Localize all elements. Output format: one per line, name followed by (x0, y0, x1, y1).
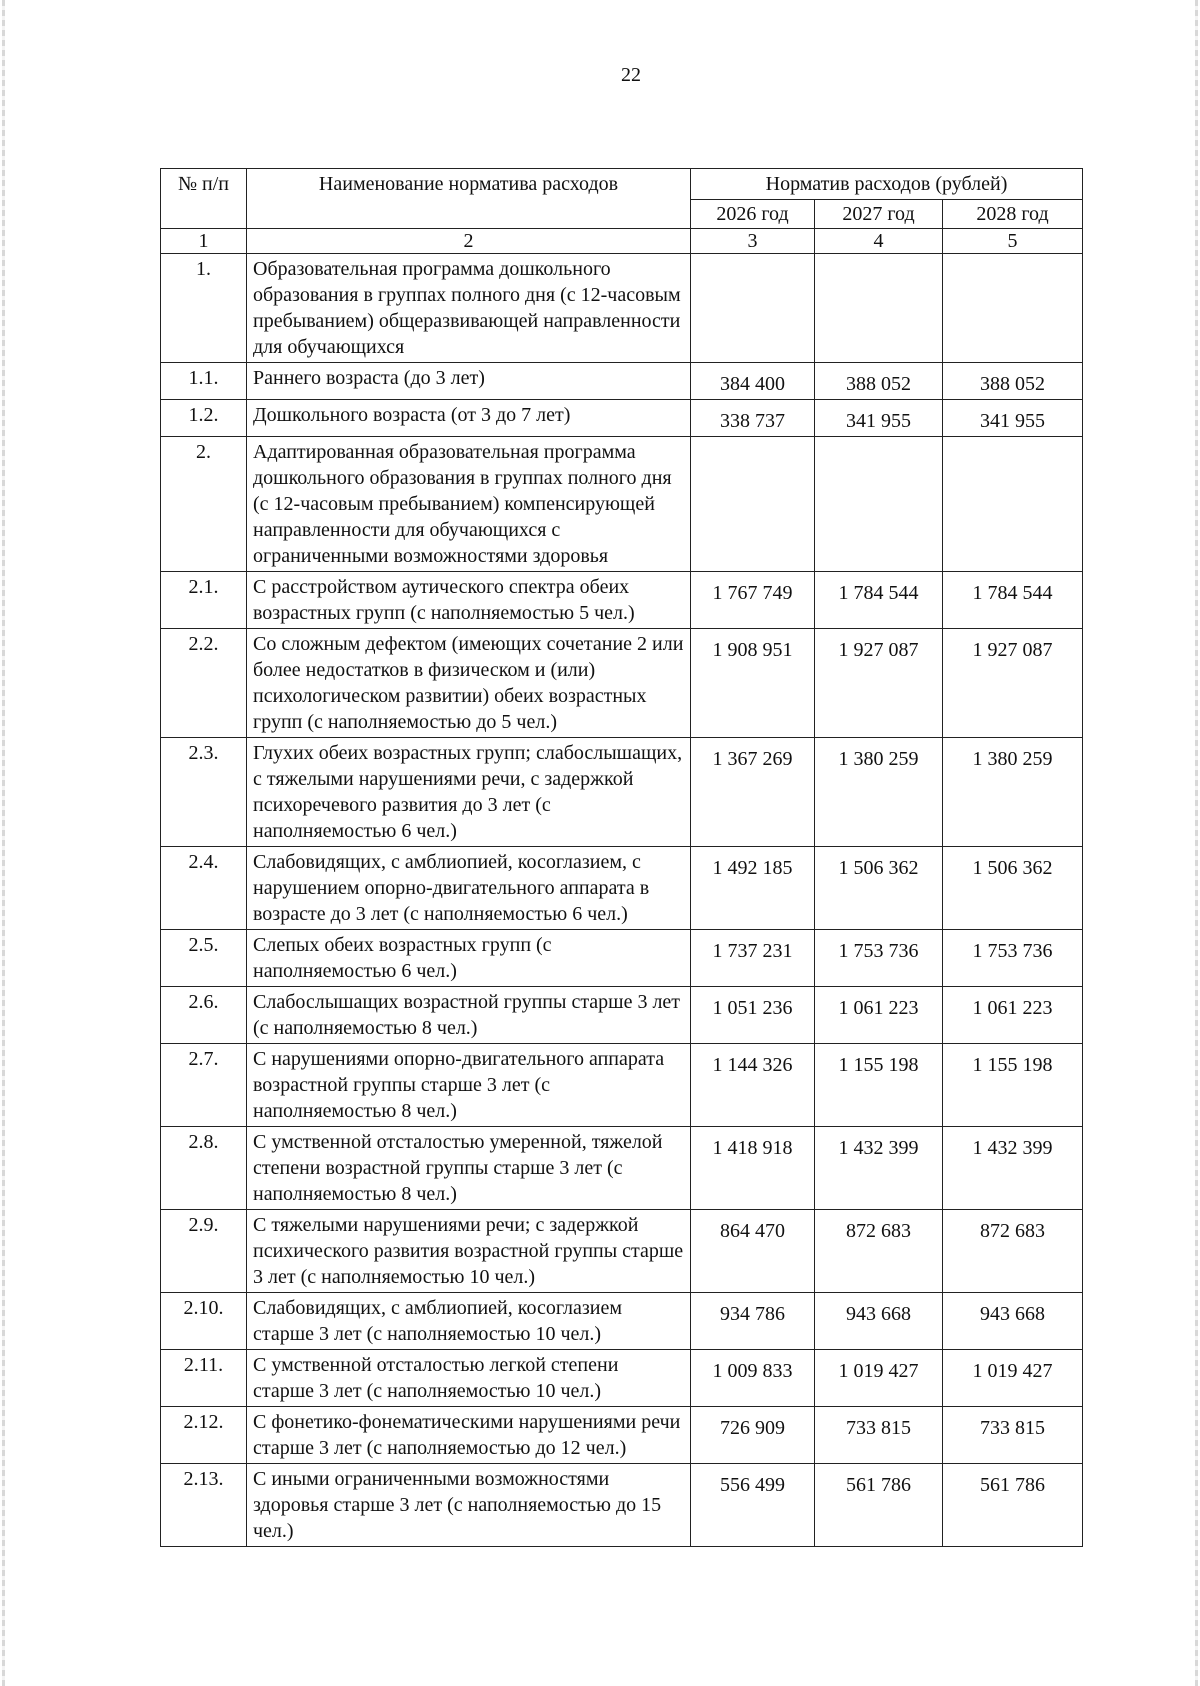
column-index-row (161, 229, 1083, 254)
row-number: 2.9. (161, 1210, 247, 1293)
row-number: 1.1. (161, 363, 247, 400)
row-value-2027: 341 955 (815, 400, 943, 437)
header-year-2026: 2026 год (691, 200, 815, 229)
row-number: 2.2. (161, 629, 247, 738)
row-value-2026: 1 009 833 (691, 1350, 815, 1407)
row-value-2028: 388 052 (943, 363, 1083, 400)
table-row (161, 847, 1083, 930)
row-name: Глухих обеих возрастных групп; слабослышащих, с тяжелыми нарушениями речи, с задержкой психоречевого развития до 3 лет (с наполняемостью 6 чел.) (247, 738, 691, 847)
row-name: Адаптированная образовательная программа дошкольного образования в группах полного дня (с 12-часовым пребыванием) компенсирующей направленности для обучающихся с ограниченными возможностями здоровья (247, 437, 691, 572)
row-value-2028 (943, 437, 1083, 572)
row-value-2028: 872 683 (943, 1210, 1083, 1293)
header-year-2027: 2027 год (815, 200, 943, 229)
row-number: 2.10. (161, 1293, 247, 1350)
row-value-2026: 1 492 185 (691, 847, 815, 930)
row-number: 2. (161, 437, 247, 572)
row-value-2026: 934 786 (691, 1293, 815, 1350)
table-row (161, 1044, 1083, 1127)
header-group: Норматив расходов (рублей) (691, 169, 1083, 200)
row-value-2027: 388 052 (815, 363, 943, 400)
table-row (161, 1210, 1083, 1293)
row-value-2026: 1 767 749 (691, 572, 815, 629)
row-value-2028: 1 927 087 (943, 629, 1083, 738)
row-name: С иными ограниченными возможностями здоровья старше 3 лет (с наполняемостью до 15 чел.) (247, 1464, 691, 1547)
column-index-3: 3 (691, 229, 815, 254)
table-row (161, 1350, 1083, 1407)
table-row (161, 930, 1083, 987)
column-index-5: 5 (943, 229, 1083, 254)
table-row (161, 1407, 1083, 1464)
row-name: Со сложным дефектом (имеющих сочетание 2 или более недостатков в физическом и (или) психологическом развитии) обеих возрастных групп (с наполняемостью до 5 чел.) (247, 629, 691, 738)
row-value-2027: 1 506 362 (815, 847, 943, 930)
row-number: 2.6. (161, 987, 247, 1044)
row-value-2027: 872 683 (815, 1210, 943, 1293)
header-num: № п/п (161, 169, 247, 229)
row-number: 2.12. (161, 1407, 247, 1464)
row-value-2027: 1 019 427 (815, 1350, 943, 1407)
row-value-2028: 733 815 (943, 1407, 1083, 1464)
row-value-2028: 341 955 (943, 400, 1083, 437)
row-name: С фонетико-фонематическими нарушениями речи старше 3 лет (с наполняемостью до 12 чел.) (247, 1407, 691, 1464)
table-row (161, 400, 1083, 437)
row-value-2028: 1 506 362 (943, 847, 1083, 930)
row-number: 1. (161, 254, 247, 363)
row-name: С умственной отсталостью умеренной, тяжелой степени возрастной группы старше 3 лет (с наполняемостью 8 чел.) (247, 1127, 691, 1210)
row-value-2026 (691, 254, 815, 363)
row-value-2026: 1 908 951 (691, 629, 815, 738)
row-value-2027: 1 753 736 (815, 930, 943, 987)
row-value-2028: 1 155 198 (943, 1044, 1083, 1127)
row-value-2028: 1 784 544 (943, 572, 1083, 629)
table-row (161, 363, 1083, 400)
row-value-2027: 1 784 544 (815, 572, 943, 629)
row-value-2027: 1 155 198 (815, 1044, 943, 1127)
row-value-2026: 1 144 326 (691, 1044, 815, 1127)
row-number: 2.3. (161, 738, 247, 847)
table-row (161, 738, 1083, 847)
row-name: Образовательная программа дошкольного образования в группах полного дня (с 12-часовым пребыванием) общеразвивающей направленности для обучающихся (247, 254, 691, 363)
row-value-2026: 864 470 (691, 1210, 815, 1293)
row-value-2028 (943, 254, 1083, 363)
row-value-2026: 384 400 (691, 363, 815, 400)
column-index-4: 4 (815, 229, 943, 254)
row-name: Раннего возраста (до 3 лет) (247, 363, 691, 400)
norms-table (160, 168, 1083, 1547)
row-number: 1.2. (161, 400, 247, 437)
row-value-2028: 561 786 (943, 1464, 1083, 1547)
row-value-2026: 556 499 (691, 1464, 815, 1547)
row-value-2026: 1 051 236 (691, 987, 815, 1044)
row-value-2027: 1 380 259 (815, 738, 943, 847)
header-row (161, 169, 1083, 200)
scan-edge-right (1195, 0, 1198, 1686)
table-row (161, 254, 1083, 363)
row-value-2026: 1 737 231 (691, 930, 815, 987)
row-name: С нарушениями опорно-двигательного аппарата возрастной группы старше 3 лет (с наполняемостью 8 чел.) (247, 1044, 691, 1127)
row-number: 2.8. (161, 1127, 247, 1210)
row-value-2027 (815, 254, 943, 363)
row-name: Дошкольного возраста (от 3 до 7 лет) (247, 400, 691, 437)
column-index-2: 2 (247, 229, 691, 254)
table-row (161, 987, 1083, 1044)
row-number: 2.1. (161, 572, 247, 629)
table-row (161, 1127, 1083, 1210)
row-value-2028: 1 019 427 (943, 1350, 1083, 1407)
column-index-1: 1 (161, 229, 247, 254)
table-row (161, 437, 1083, 572)
table-body (161, 254, 1083, 1547)
row-value-2027: 1 432 399 (815, 1127, 943, 1210)
row-value-2026: 726 909 (691, 1407, 815, 1464)
row-name: С расстройством аутического спектра обеих возрастных групп (с наполняемостью 5 чел.) (247, 572, 691, 629)
page-number: 22 (621, 64, 641, 86)
row-value-2026: 338 737 (691, 400, 815, 437)
row-value-2026: 1 367 269 (691, 738, 815, 847)
table-row (161, 1464, 1083, 1547)
scan-edge-left (2, 0, 5, 1686)
row-value-2028: 1 380 259 (943, 738, 1083, 847)
row-name: С умственной отсталостью легкой степени старше 3 лет (с наполняемостью 10 чел.) (247, 1350, 691, 1407)
row-name: Слабослышащих возрастной группы старше 3 лет (с наполняемостью 8 чел.) (247, 987, 691, 1044)
row-value-2027: 1 927 087 (815, 629, 943, 738)
row-value-2028: 1 432 399 (943, 1127, 1083, 1210)
row-value-2027: 561 786 (815, 1464, 943, 1547)
row-value-2027: 733 815 (815, 1407, 943, 1464)
row-number: 2.4. (161, 847, 247, 930)
row-value-2028: 1 753 736 (943, 930, 1083, 987)
table-row (161, 1293, 1083, 1350)
row-value-2028: 943 668 (943, 1293, 1083, 1350)
table-row (161, 629, 1083, 738)
row-number: 2.13. (161, 1464, 247, 1547)
row-number: 2.11. (161, 1350, 247, 1407)
row-name: Слепых обеих возрастных групп (с наполняемостью 6 чел.) (247, 930, 691, 987)
row-name: Слабовидящих, с амблиопией, косоглазием старше 3 лет (с наполняемостью 10 чел.) (247, 1293, 691, 1350)
table-row (161, 572, 1083, 629)
row-value-2028: 1 061 223 (943, 987, 1083, 1044)
row-name: С тяжелыми нарушениями речи; с задержкой психического развития возрастной группы старше 3 лет (с наполняемостью 10 чел.) (247, 1210, 691, 1293)
header-name: Наименование норматива расходов (247, 169, 691, 229)
row-value-2026 (691, 437, 815, 572)
row-value-2027 (815, 437, 943, 572)
row-name: Слабовидящих, с амблиопией, косоглазием, с нарушением опорно-двигательного аппарата в возрасте до 3 лет (с наполняемостью 6 чел.) (247, 847, 691, 930)
row-number: 2.7. (161, 1044, 247, 1127)
row-value-2027: 943 668 (815, 1293, 943, 1350)
row-number: 2.5. (161, 930, 247, 987)
row-value-2026: 1 418 918 (691, 1127, 815, 1210)
row-value-2027: 1 061 223 (815, 987, 943, 1044)
header-year-2028: 2028 год (943, 200, 1083, 229)
